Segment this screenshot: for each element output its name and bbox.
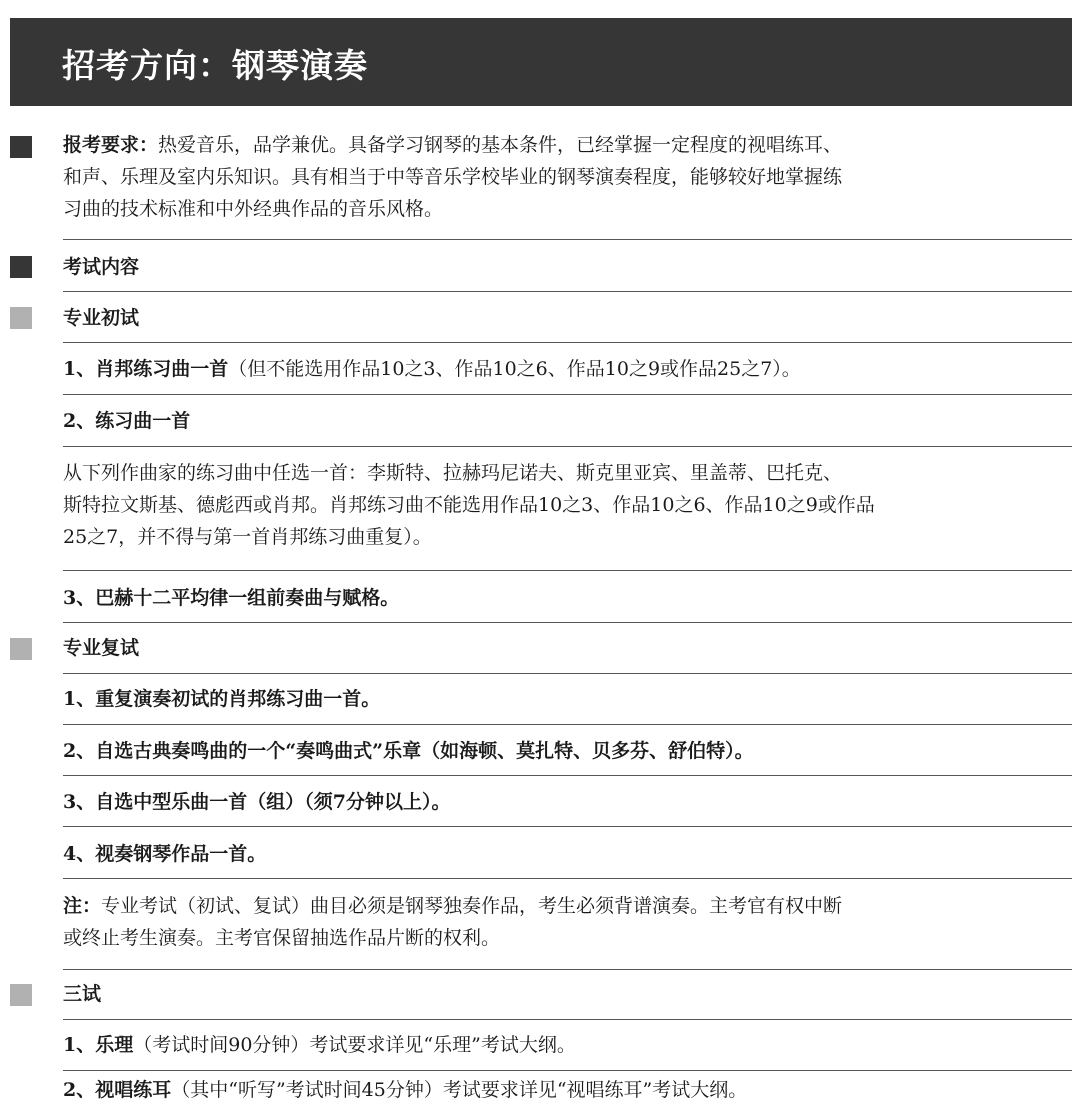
- third-item-2-detail: （其中“听写”考试时间45分钟）考试要求详见“视唱练耳”考试大纲。: [171, 1079, 748, 1101]
- exam-content-heading: 考试内容: [63, 256, 140, 278]
- third-item-1-detail: （考试时间90分钟）考试要求详见“乐理”考试大纲。: [133, 1034, 576, 1056]
- divider: [63, 446, 1072, 447]
- prelim-item-3: 3、巴赫十二平均律一组前奏曲与赋格。: [63, 587, 400, 609]
- section-marker-dark: [10, 136, 32, 158]
- divider: [63, 291, 1072, 292]
- requirement-line-2: 和声、乐理及室内乐知识。具有相当于中等音乐学校毕业的钢琴演奏程度，能够较好地掌握练: [63, 166, 843, 188]
- subsection-marker-light: [10, 638, 32, 660]
- third-item-1: [63, 1029, 576, 1061]
- retest-heading: 专业复试: [63, 637, 140, 659]
- prelim-item-2-line-1: 从下列作曲家的练习曲中任选一首：李斯特、拉赫玛尼诺夫、斯克里亚宾、里盖蒂、巴托克、: [63, 462, 843, 484]
- section-marker-dark: [10, 256, 32, 278]
- retest-item-4: 4、视奏钢琴作品一首。: [63, 843, 267, 865]
- divider: [63, 570, 1072, 571]
- page-header: [10, 18, 1072, 106]
- prelim-item-1-detail: （但不能选用作品10之3、作品10之6、作品10之9或作品25之7）。: [228, 358, 801, 380]
- retest-note: [63, 890, 1063, 954]
- third-item-1-title: 1、乐理: [63, 1034, 134, 1056]
- requirement-paragraph: [63, 129, 1063, 225]
- prelim-item-2-detail: [63, 457, 1063, 553]
- subsection-marker-light: [10, 307, 32, 329]
- divider: [63, 673, 1072, 674]
- note-line-2: 或终止考生演奏。主考官保留抽选作品片断的权利。: [63, 927, 501, 949]
- third-item-2: [63, 1074, 747, 1106]
- prelim-item-2-line-3: 25之7，并不得与第一首肖邦练习曲重复）。: [63, 526, 432, 548]
- divider: [63, 1019, 1072, 1020]
- prelim-item-2-line-2: 斯特拉文斯基、德彪西或肖邦。肖邦练习曲不能选用作品10之3、作品10之6、作品10之9或作品: [63, 494, 875, 516]
- divider: [63, 878, 1072, 879]
- third-heading: 三试: [63, 983, 102, 1005]
- prelim-item-1: [63, 353, 801, 385]
- divider: [63, 826, 1072, 827]
- requirement-line-3: 习曲的技术标准和中外经典作品的音乐风格。: [63, 198, 444, 220]
- prelim-heading: 专业初试: [63, 307, 140, 329]
- prelim-item-1-title: 1、肖邦练习曲一首: [63, 358, 229, 380]
- divider: [63, 775, 1072, 776]
- subsection-marker-light: [10, 984, 32, 1006]
- divider: [63, 342, 1072, 343]
- retest-item-1: 1、重复演奏初试的肖邦练习曲一首。: [63, 688, 381, 710]
- requirement-label: 报考要求：: [63, 134, 159, 156]
- divider: [63, 969, 1072, 970]
- prelim-item-2: 2、练习曲一首: [63, 410, 191, 432]
- requirement-line-1: 热爱音乐，品学兼优。具备学习钢琴的基本条件，已经掌握一定程度的视唱练耳、: [158, 134, 843, 156]
- divider: [63, 622, 1072, 623]
- retest-item-3: 3、自选中型乐曲一首（组）（须7分钟以上）。: [63, 791, 451, 813]
- retest-item-2: 2、自选古典奏鸣曲的一个“奏鸣曲式”乐章（如海顿、莫扎特、贝多芬、舒伯特）。: [63, 740, 754, 762]
- note-line-1: 专业考试（初试、复试）曲目必须是钢琴独奏作品，考生必须背谱演奏。主考官有权中断: [101, 895, 843, 917]
- divider: [63, 394, 1072, 395]
- divider: [63, 724, 1072, 725]
- divider: [63, 1070, 1072, 1071]
- page-title: 招考方向：钢琴演奏: [62, 46, 368, 85]
- third-item-2-title: 2、视唱练耳: [63, 1079, 172, 1101]
- note-label: 注：: [63, 895, 102, 917]
- divider: [63, 239, 1072, 240]
